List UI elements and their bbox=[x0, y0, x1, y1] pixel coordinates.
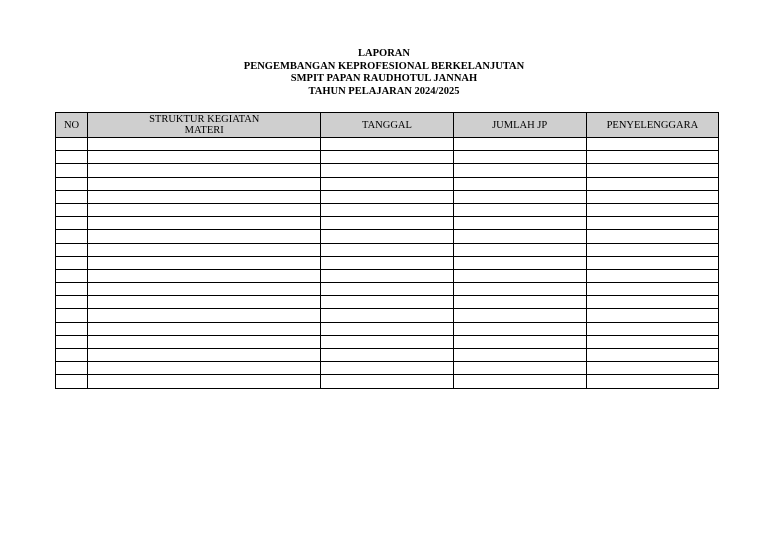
cell-no bbox=[56, 322, 88, 335]
cell-materi bbox=[88, 151, 321, 164]
cell-tanggal bbox=[321, 203, 453, 216]
cell-jumlah-jp bbox=[453, 362, 586, 375]
table-row bbox=[56, 349, 719, 362]
column-header-tanggal: TANGGAL bbox=[321, 113, 453, 138]
cell-no bbox=[56, 309, 88, 322]
school-name: SMPIT PAPAN RAUDHOTUL JANNAH bbox=[290, 73, 478, 84]
cell-tanggal bbox=[321, 335, 453, 348]
cell-jumlah-jp bbox=[453, 217, 586, 230]
cell-no bbox=[56, 203, 88, 216]
cell-tanggal bbox=[321, 283, 453, 296]
cell-tanggal bbox=[321, 230, 453, 243]
cell-penyelenggara bbox=[586, 243, 718, 256]
cell-jumlah-jp bbox=[453, 309, 586, 322]
cell-materi bbox=[88, 335, 321, 348]
cell-materi bbox=[88, 349, 321, 362]
cell-jumlah-jp bbox=[453, 177, 586, 190]
academic-year: TAHUN PELAJARAN 2024/2025 bbox=[308, 85, 460, 97]
cell-no bbox=[56, 362, 88, 375]
cell-jumlah-jp bbox=[453, 335, 586, 348]
cell-penyelenggara bbox=[586, 164, 718, 177]
table-row bbox=[56, 177, 719, 190]
cell-materi bbox=[88, 243, 321, 256]
cell-tanggal bbox=[321, 375, 453, 388]
cell-tanggal bbox=[321, 190, 453, 203]
table-row bbox=[56, 375, 719, 388]
header-row bbox=[56, 113, 719, 138]
cell-penyelenggara bbox=[586, 151, 718, 164]
cell-no bbox=[56, 138, 88, 151]
table-row bbox=[56, 296, 719, 309]
table-row bbox=[56, 243, 719, 256]
table-row bbox=[56, 322, 719, 335]
table-row bbox=[56, 230, 719, 243]
cell-penyelenggara bbox=[586, 309, 718, 322]
cell-materi bbox=[88, 309, 321, 322]
cell-jumlah-jp bbox=[453, 203, 586, 216]
cell-tanggal bbox=[321, 296, 453, 309]
cell-no bbox=[56, 151, 88, 164]
table-body bbox=[56, 138, 719, 389]
cell-no bbox=[56, 283, 88, 296]
cell-jumlah-jp bbox=[453, 256, 586, 269]
cell-materi bbox=[88, 203, 321, 216]
table-row bbox=[56, 164, 719, 177]
cell-penyelenggara bbox=[586, 217, 718, 230]
cell-no bbox=[56, 190, 88, 203]
cell-materi bbox=[88, 283, 321, 296]
cell-materi bbox=[88, 375, 321, 388]
cell-materi bbox=[88, 256, 321, 269]
cell-jumlah-jp bbox=[453, 164, 586, 177]
cell-no bbox=[56, 349, 88, 362]
cell-jumlah-jp bbox=[453, 296, 586, 309]
cell-jumlah-jp bbox=[453, 151, 586, 164]
column-header-penyelenggara: PENYELENGGARA bbox=[586, 113, 718, 138]
cell-jumlah-jp bbox=[453, 243, 586, 256]
cell-no bbox=[56, 243, 88, 256]
cell-no bbox=[56, 335, 88, 348]
table-row bbox=[56, 217, 719, 230]
cell-penyelenggara bbox=[586, 230, 718, 243]
cell-no bbox=[56, 177, 88, 190]
cell-materi bbox=[88, 230, 321, 243]
cell-penyelenggara bbox=[586, 256, 718, 269]
cell-no bbox=[56, 296, 88, 309]
cell-tanggal bbox=[321, 243, 453, 256]
table-row bbox=[56, 335, 719, 348]
cell-penyelenggara bbox=[586, 322, 718, 335]
cell-penyelenggara bbox=[586, 177, 718, 190]
table-row bbox=[56, 283, 719, 296]
cell-tanggal bbox=[321, 309, 453, 322]
cell-no bbox=[56, 217, 88, 230]
cell-materi bbox=[88, 164, 321, 177]
cell-tanggal bbox=[321, 362, 453, 375]
cell-penyelenggara bbox=[586, 335, 718, 348]
cell-tanggal bbox=[321, 177, 453, 190]
cell-penyelenggara bbox=[586, 362, 718, 375]
cell-tanggal bbox=[321, 349, 453, 362]
cell-jumlah-jp bbox=[453, 375, 586, 388]
cell-penyelenggara bbox=[586, 349, 718, 362]
cell-jumlah-jp bbox=[453, 190, 586, 203]
column-header-materi bbox=[88, 113, 321, 138]
cell-penyelenggara bbox=[586, 269, 718, 282]
column-header-materi-line2: MATERI bbox=[184, 125, 224, 136]
report-header bbox=[0, 48, 768, 98]
cell-materi bbox=[88, 177, 321, 190]
cell-no bbox=[56, 256, 88, 269]
cell-materi bbox=[88, 296, 321, 309]
column-header-no: NO bbox=[56, 113, 88, 138]
cell-penyelenggara bbox=[586, 375, 718, 388]
cell-tanggal bbox=[321, 138, 453, 151]
cell-penyelenggara bbox=[586, 203, 718, 216]
cell-penyelenggara bbox=[586, 190, 718, 203]
cell-penyelenggara bbox=[586, 283, 718, 296]
cell-no bbox=[56, 164, 88, 177]
column-header-materi-line1: STRUKTUR KEGIATAN bbox=[149, 114, 260, 125]
cell-tanggal bbox=[321, 151, 453, 164]
table-header bbox=[56, 113, 719, 138]
cell-tanggal bbox=[321, 164, 453, 177]
report-table bbox=[55, 112, 719, 389]
table-row bbox=[56, 138, 719, 151]
cell-materi bbox=[88, 217, 321, 230]
cell-materi bbox=[88, 362, 321, 375]
table-row bbox=[56, 269, 719, 282]
column-header-jumlah-jp: JUMLAH JP bbox=[453, 113, 586, 138]
cell-tanggal bbox=[321, 322, 453, 335]
cell-jumlah-jp bbox=[453, 283, 586, 296]
report-title: LAPORAN bbox=[358, 48, 410, 59]
cell-jumlah-jp bbox=[453, 138, 586, 151]
cell-materi bbox=[88, 138, 321, 151]
cell-no bbox=[56, 269, 88, 282]
table-row bbox=[56, 362, 719, 375]
cell-materi bbox=[88, 322, 321, 335]
table-row bbox=[56, 309, 719, 322]
cell-tanggal bbox=[321, 217, 453, 230]
cell-tanggal bbox=[321, 256, 453, 269]
cell-jumlah-jp bbox=[453, 322, 586, 335]
cell-jumlah-jp bbox=[453, 269, 586, 282]
table-row bbox=[56, 256, 719, 269]
report-subtitle: PENGEMBANGAN KEPROFESIONAL BERKELANJUTAN bbox=[243, 60, 525, 72]
cell-penyelenggara bbox=[586, 138, 718, 151]
cell-materi bbox=[88, 269, 321, 282]
cell-tanggal bbox=[321, 269, 453, 282]
cell-jumlah-jp bbox=[453, 230, 586, 243]
table-row bbox=[56, 203, 719, 216]
cell-jumlah-jp bbox=[453, 349, 586, 362]
table-row bbox=[56, 190, 719, 203]
cell-no bbox=[56, 375, 88, 388]
cell-penyelenggara bbox=[586, 296, 718, 309]
cell-no bbox=[56, 230, 88, 243]
cell-materi bbox=[88, 190, 321, 203]
table-row bbox=[56, 151, 719, 164]
